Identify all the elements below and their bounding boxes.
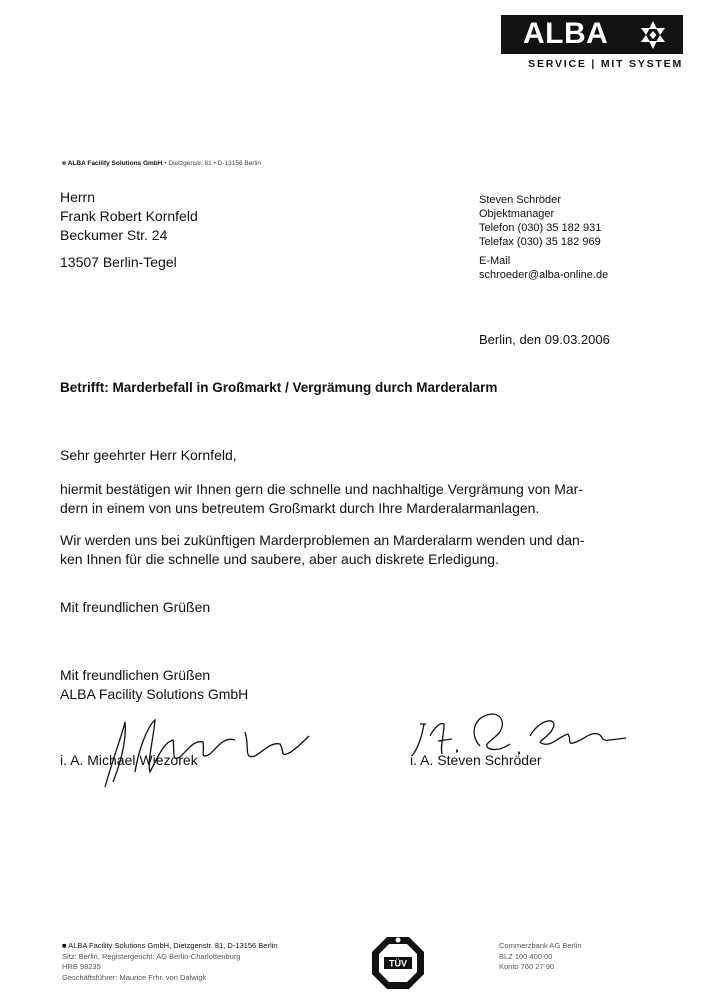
closing-block — [60, 666, 248, 704]
footer-bank-info — [499, 941, 582, 973]
recipient-address — [60, 188, 198, 245]
closing-company: ALBA Facility Solutions GmbH — [60, 686, 249, 702]
recipient-city: 13507 Berlin-Tegel — [60, 254, 177, 270]
email-block — [479, 254, 608, 282]
contact-block — [479, 193, 601, 249]
paragraph-line: ken Ihnen für die schnelle und saubere, aber auch diskrete Erledigung. — [60, 551, 499, 567]
recipient-salutation: Herrn — [60, 189, 96, 205]
contact-role: Objektmanager — [479, 208, 555, 220]
logo-wordmark: ALBA — [523, 17, 609, 50]
tuv-certification-logo — [370, 935, 426, 991]
footer-line: ■ ALBA Facility Solutions GmbH, Dietzgenstr. 81, D-13156 Berlin — [62, 941, 278, 950]
body-regards — [60, 598, 630, 617]
email-address: schroeder@alba-online.de — [479, 269, 609, 281]
body-paragraph-2 — [60, 531, 630, 569]
recipient-name: Frank Robert Kornfeld — [60, 208, 198, 224]
paragraph-line: dern in einem von uns betreutem Großmarkt durch Ihre Marderalarmanlagen. — [60, 500, 540, 516]
footer-bank-line: Commerzbank AG Berlin — [499, 941, 582, 950]
alba-logo — [501, 15, 683, 73]
letter-date: Berlin, den 09.03.2006 — [479, 332, 610, 347]
contact-name: Steven Schröder — [479, 194, 561, 206]
regards-text: Mit freundlichen Grüßen — [60, 599, 211, 615]
logo-tagline: SERVICE | MIT SYSTEM — [528, 58, 683, 70]
contact-fax: Telefax (030) 35 182 969 — [479, 236, 601, 248]
recipient-street: Beckumer Str. 24 — [60, 227, 168, 243]
tuv-label: TÜV — [389, 958, 407, 969]
closing-regards: Mit freundlichen Grüßen — [60, 667, 211, 683]
body-paragraph-1 — [60, 480, 630, 518]
snowflake-icon — [637, 19, 669, 51]
signature-right-name: i. A. Steven Schröder — [410, 752, 542, 768]
logo-black-bar — [501, 15, 683, 54]
sender-company: ALBA Facility Solutions GmbH — [67, 160, 163, 167]
footer-company-info — [62, 941, 277, 983]
paragraph-line: Wir werden uns bei zukünftigen Marderproblemen an Marderalarm wenden und dan- — [60, 532, 585, 548]
greeting — [60, 446, 630, 465]
signature-left-name: i. A. Michael Wiezorek — [60, 752, 198, 768]
contact-phone: Telefon (030) 35 182 931 — [479, 222, 602, 234]
sender-address: Dietzgenstr. 81 • D-13156 Berlin — [168, 160, 261, 167]
footer-line: Sitz: Berlin, Registergericht: AG Berlin-Charlottenburg — [62, 951, 241, 961]
email-label: E-Mail — [479, 255, 511, 267]
greeting-text: Sehr geehrter Herr Kornfeld, — [60, 447, 237, 463]
sender-return-line: ■ ALBA Facility Solutions GmbH • Dietzgenstr. 81 • D-13156 Berlin — [62, 160, 261, 167]
letter-subject: Betrifft: Marderbefall in Großmarkt / Vergrämung durch Marderalarm — [60, 380, 498, 395]
footer-bank-line: Konto 760 27 90 — [499, 962, 555, 971]
footer-line: HRB 98235 — [62, 962, 101, 971]
paragraph-line: hiermit bestätigen wir Ihnen gern die schnelle und nachhaltige Vergrämung von Mar- — [60, 481, 583, 497]
footer-bank-line: BLZ 100 400 00 — [499, 951, 553, 961]
footer-line: Geschäftsführer: Maurice Frhr. von Dalwigk — [62, 972, 207, 982]
